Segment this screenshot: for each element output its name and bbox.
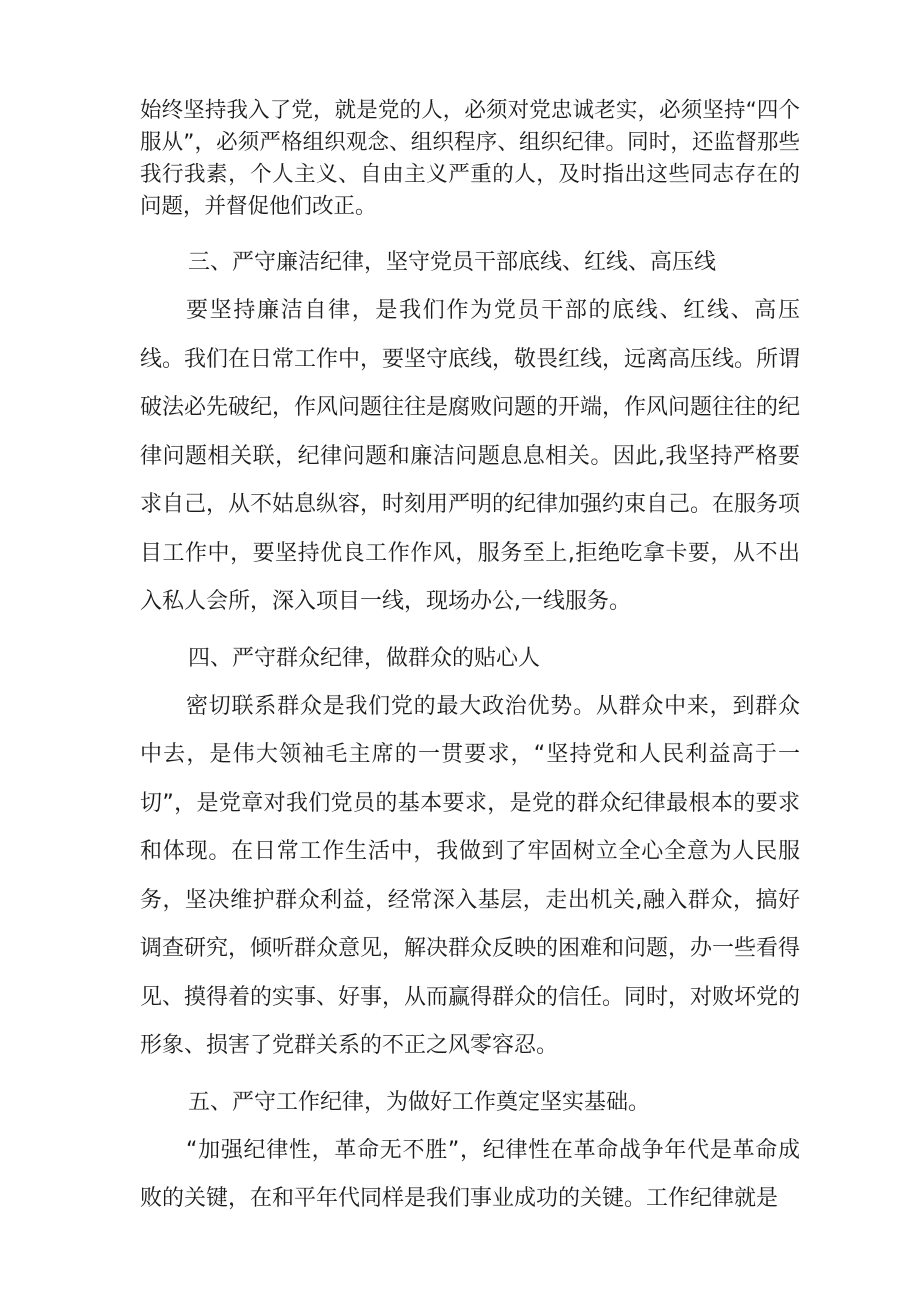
paragraph-section-4: 密切联系群众是我们党的最大政治优势。从群众中来，到群众中去，是伟大领袖毛主席的一贯要求，“坚持党和人民利益高于一切”，是党章对我们党员的基本要求，是党的群众纪律最根本的要求和体现。在日常工作生活中，我做到了牢固树立全心全意为人民服务，坚决维护群众利益，经常深入基层，走出机关,融入群众，搞好调查研究，倾听群众意见，解决群众反映的困难和问题，办一些看得见、摸得着的实事、好事，从而赢得群众的信任。同时，对败坏党的形象、损害了党群关系的不正之风零容忍。 [140,693,801,1058]
section-heading-4: 四、严守群众纪律，做群众的贴心人 [188,645,541,671]
paragraph-section-3: 要坚持廉洁自律，是我们作为党员干部的底线、红线、高压线。我们在日常工作中，要坚守底线，敬畏红线，远离高压线。所谓破法必先破纪，作风问题往往是腐败问题的开端，作风问题往往的纪律问题相关联，纪律问题和廉洁问题息息相关。因此,我坚持严格要求自己，从不姑息纵容，时刻用严明的纪律加强约束自己。在服务项目工作中，要坚持优良工作作风，服务至上,拒绝吃拿卡要，从不出入私人会所，深入项目一线，现场办公,一线服务。 [140,298,801,614]
paragraph-continuation: 始终坚持我入了党，就是党的人，必须对党忠诚老实，必须坚持“四个服从”，必须严格组织观念、组织程序、组织纪律。同时，还监督那些我行我素，个人主义、自由主义严重的人，及时指出这些同志存在的问题，并督促他们改正。 [140,98,800,219]
document-body [140,95,800,1224]
spacer [140,223,800,239]
spacer [140,1071,800,1079]
section-heading-5: 五、严守工作纪律，为做好工作奠定坚实基础。 [188,1089,651,1115]
paragraph-section-5: “加强纪律性，革命无不胜”，纪律性在革命战争年代是革命成败的关键，在和平年代同样是我们事业成功的关键。工作纪律就是 [140,1137,800,1211]
spacer [140,627,800,635]
section-heading-3: 三、严守廉洁纪律，坚守党员干部底线、红线、高压线 [188,250,717,275]
